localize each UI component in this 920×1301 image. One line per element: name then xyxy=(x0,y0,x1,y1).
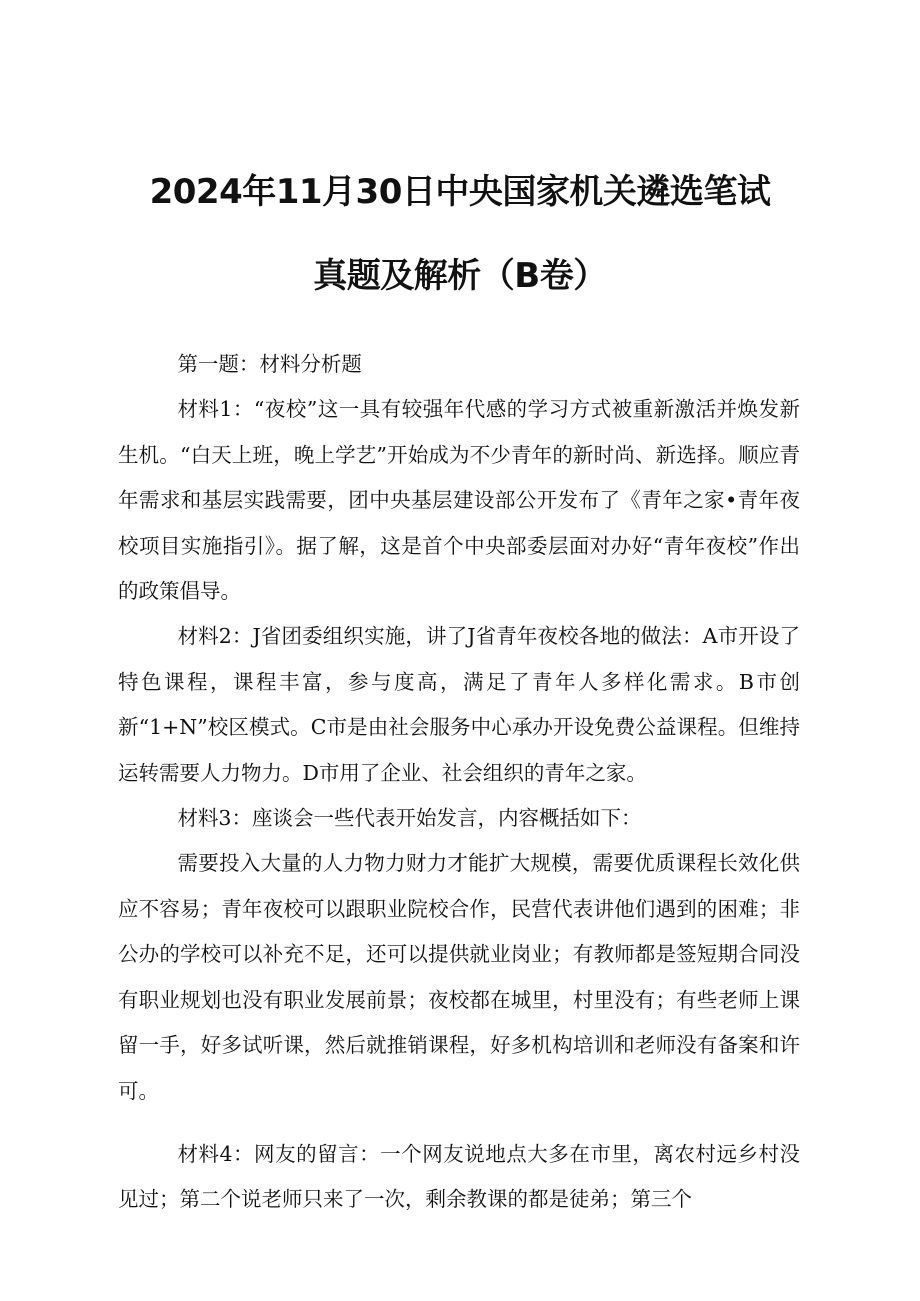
material-3-summary-paragraph: 需要投入大量的人力物力财力才能扩大规模，需要优质课程长效化供应不容易；青年夜校可以跟职业院校合作，民营代表讲他们遇到的困难；非公办的学校可以补充不足，还可以提供就业岗业；有教师都是签短期合同没有职业规划也没有职业发展前景；夜校都在城里，村里没有；有些老师上课留一手，好多试听课，然后就推销课程，好多机构培训和老师没有备案和许可。 xyxy=(118,851,800,1103)
material-1-paragraph: 材料1：“夜校”这一具有较强年代感的学习方式被重新激活并焕发新生机。“白天上班，晚上学艺”开始成为不少青年的新时尚、新选择。顺应青年需求和基层实践需要，团中央基层建设部公开发布了《青年之家•青年夜校项目实施指引》。据了解，这是首个中央部委层面对办好“青年夜校”作出的政策倡导。 xyxy=(118,397,800,604)
material-4-paragraph: 材料4：网友的留言：一个网友说地点大多在市里，离农村远乡村没见过；第二个说老师只来了一次，剩余教课的都是徒弟；第三个 xyxy=(118,1141,800,1212)
material-2-paragraph: 材料2：J省团委组织实施，讲了J省青年夜校各地的做法：A市开设了特色课程，课程丰富，参与度高，满足了青年人多样化需求。B市创新“1+N”校区模式。C市是由社会服务中心承办开设免费公益课程。但维持运转需要人力物力。D市用了企业、社会组织的青年之家。 xyxy=(118,624,800,785)
document-body xyxy=(118,342,800,1223)
document-title-line-2: 真题及解析（B卷） xyxy=(313,256,607,296)
document-title-line-1: 2024年11月30日中央国家机关遴选笔试 xyxy=(149,172,771,212)
material-3-paragraph: 材料3：座谈会一些代表开始发言，内容概括如下： xyxy=(177,806,642,831)
section-heading: 第一题：材料分析题 xyxy=(177,352,362,376)
